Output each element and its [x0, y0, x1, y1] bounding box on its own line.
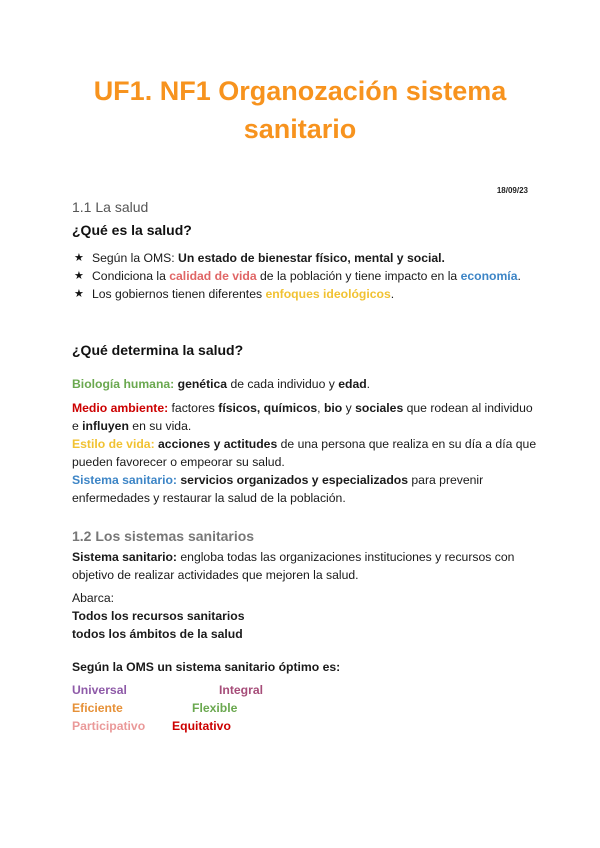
- star-icon: ★: [74, 270, 84, 282]
- abarca-item-2: todos los ámbitos de la salud: [72, 627, 243, 641]
- abarca-label: Abarca:: [72, 591, 115, 605]
- health-bullets: [72, 249, 542, 303]
- quality-flexible: Flexible: [192, 701, 238, 715]
- bold-text: edad: [338, 377, 367, 391]
- bold-text: servicios organizados y especializados: [180, 473, 408, 487]
- page-title: [60, 72, 540, 148]
- label-estilo: Estilo de vida:: [72, 437, 155, 451]
- question-determinants: ¿Qué determina la salud?: [72, 342, 244, 358]
- bold-text: bio: [323, 401, 343, 415]
- bullet-text: .: [517, 269, 521, 283]
- bold-text: genética: [177, 377, 228, 391]
- question-what-is-health: ¿Qué es la salud?: [72, 222, 192, 238]
- bullet-text: Condiciona la: [92, 269, 170, 283]
- bullet-text: de la población y tiene impacto en la: [256, 269, 461, 283]
- label-biologia: Biología humana:: [72, 377, 175, 391]
- determinant-biologia: [72, 375, 542, 393]
- star-icon: ★: [74, 252, 84, 264]
- section-2-heading: 1.2 Los sistemas sanitarios: [72, 528, 255, 544]
- text: de cada individuo y: [227, 377, 339, 391]
- star-icon: ★: [74, 288, 84, 300]
- title-line-2: sanitario: [243, 114, 357, 144]
- bullet-gobiernos: [72, 285, 542, 303]
- label-medio: Medio ambiente:: [72, 401, 169, 415]
- bold-text: influyen: [82, 419, 129, 433]
- title-line-1: UF1. NF1 Organozación sistema: [93, 76, 507, 106]
- definition-text: engloba todas las organizaciones instituciones y recursos con objetivo de realizar actividades que mejoren la salud.: [72, 550, 515, 582]
- date-label: 18/09/23: [496, 186, 528, 195]
- bold-text: sociales: [355, 401, 404, 415]
- bullet-text: Según la OMS:: [92, 251, 179, 265]
- abarca-item-1: Todos los recursos sanitarios: [72, 609, 245, 623]
- determinant-estilo: [72, 435, 542, 471]
- bullet-bold: Un estado de bienestar físico, mental y social.: [178, 251, 445, 265]
- quality-integral: Integral: [219, 683, 264, 697]
- highlight-enfoques: enfoques ideológicos: [265, 287, 391, 301]
- bullet-text: .: [390, 287, 395, 301]
- definition-label: Sistema sanitario:: [72, 550, 177, 564]
- text: para prevenir enfermedades y restaurar la salud de la población.: [72, 473, 484, 505]
- determinant-medio: [72, 399, 542, 435]
- highlight-economia: economía: [460, 269, 518, 283]
- bullet-text: Los gobiernos tienen diferentes: [92, 287, 266, 301]
- oms-optimal-heading: Según la OMS un sistema sanitario óptimo es:: [72, 660, 341, 674]
- text: y: [342, 401, 356, 415]
- highlight-calidad: calidad de vida: [169, 269, 257, 283]
- determinant-sistema: [72, 471, 542, 507]
- bold-text: acciones y actitudes: [158, 437, 278, 451]
- text: ,: [317, 401, 324, 415]
- label-sistema: Sistema sanitario:: [72, 473, 177, 487]
- bold-text: físicos, químicos: [218, 401, 318, 415]
- text: de una persona que realiza en su día a día que pueden favorecer o empeorar su salud.: [72, 437, 537, 469]
- section-1-heading: 1.1 La salud: [72, 199, 149, 215]
- quality-universal: Universal: [72, 683, 127, 697]
- quality-participativo: Participativo: [72, 719, 146, 733]
- bullet-oms: [72, 249, 542, 267]
- text: factores: [168, 401, 219, 415]
- bullet-calidad: [72, 267, 542, 285]
- quality-equitativo: Equitativo: [172, 719, 231, 733]
- text: en su vida.: [128, 419, 192, 433]
- text: que rodean al individuo e: [72, 401, 533, 433]
- text: .: [366, 377, 371, 391]
- quality-eficiente: Eficiente: [72, 701, 123, 715]
- sistema-definition: [72, 548, 542, 584]
